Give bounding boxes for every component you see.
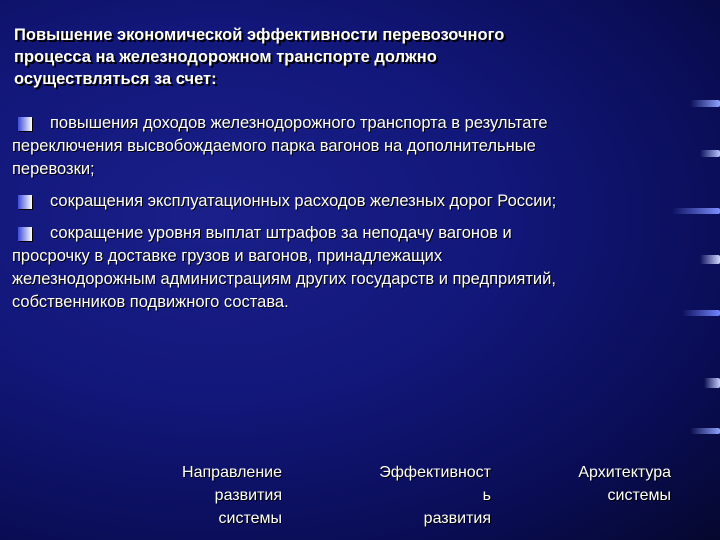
decor-streak <box>672 208 720 214</box>
nav-label-line: системы <box>607 487 671 504</box>
bullet-list <box>12 112 582 323</box>
decor-streak <box>690 100 720 107</box>
nav-link-efficiency[interactable] <box>325 461 491 530</box>
bullet-marker-icon <box>18 117 32 131</box>
bullet-item <box>12 112 582 181</box>
nav-label-line: Эффективност <box>379 464 491 481</box>
decor-streak <box>704 378 720 388</box>
nav-label-line: системы <box>218 510 282 527</box>
bullet-text: сокращения эксплуатационных расходов железных дорог России; <box>50 192 557 210</box>
bullet-marker-icon <box>18 227 32 241</box>
bullet-marker-icon <box>18 195 32 209</box>
bullet-item <box>12 190 582 213</box>
nav-label-line: Направление <box>182 464 282 481</box>
nav-label-line: Архитектура <box>578 464 671 481</box>
nav-link-architecture[interactable] <box>522 461 671 507</box>
nav-label-line: развития <box>423 510 491 527</box>
bullet-text: повышения доходов железнодорожного транспорта в результате переключения высвобождаемого парка вагонов на дополнительные перевозки; <box>12 114 548 178</box>
bullet-item <box>12 222 582 314</box>
decor-streak <box>690 428 720 434</box>
bullet-text: сокращение уровня выплат штрафов за неподачу вагонов и просрочку в доставке грузов и вагонов, принадлежащих железнодорожным администрациям других государств и предприятий, собственников подвижного состава. <box>12 224 556 311</box>
decor-streak <box>700 255 720 264</box>
decor-streak <box>682 310 720 316</box>
decor-streak <box>700 150 720 157</box>
nav-label-line: ь <box>482 487 491 504</box>
slide-title: Повышение экономической эффективности перевозочного процесса на железнодорожном транспорте должно осуществляться за счет: <box>14 26 505 88</box>
nav-label-line: развития <box>214 487 282 504</box>
nav-link-direction[interactable] <box>130 461 282 530</box>
